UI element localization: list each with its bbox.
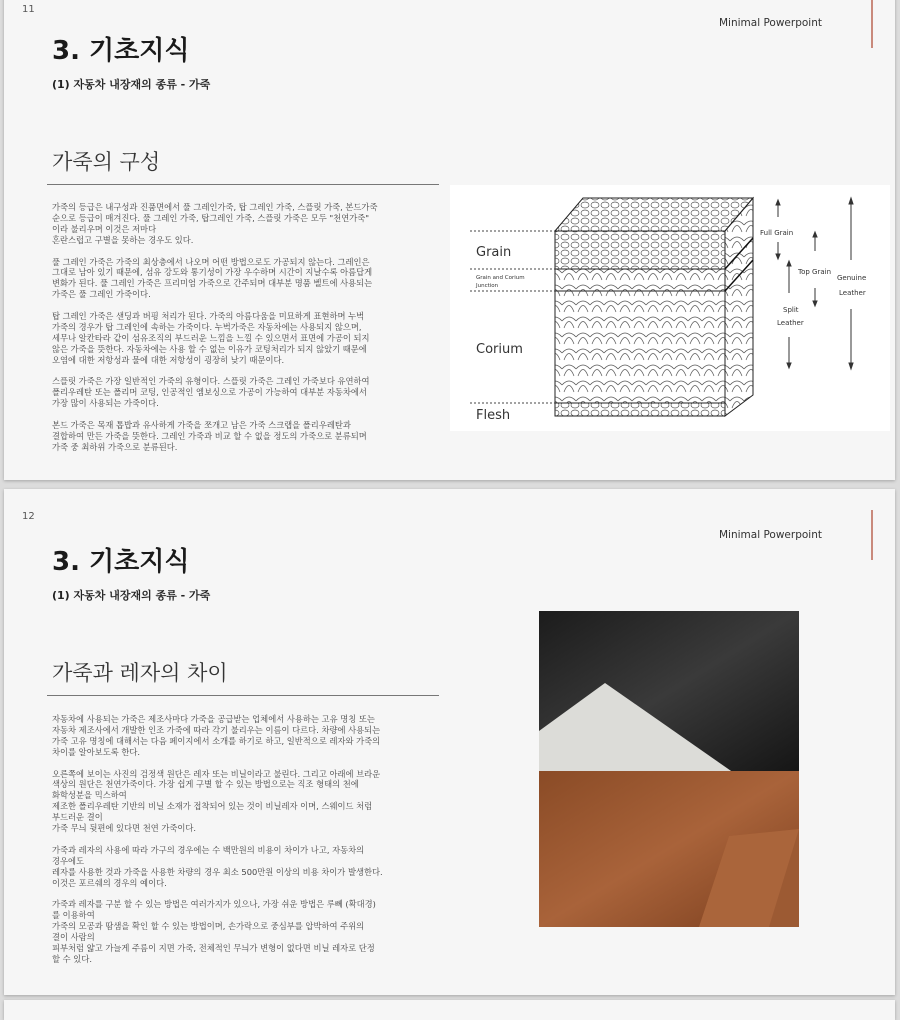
arrow-label: Leather: [777, 319, 804, 327]
paragraph: 가죽의 등급은 내구성과 진품면에서 풀 그레인가죽, 탑 그레인 가죽, 스플릿 가죽, 본드가죽 순으로 등급이 매겨진다. 풀 그레인 가죽, 탑그레인 가죽, 스플릿 가죽은 모두 "천연가죽" 이라 불리우며 이것은 저마다 혼란스럽고 구별을 못하는 경우도 있다.: [52, 202, 378, 245]
layer-label: Junction: [476, 283, 499, 289]
paragraph: 가죽과 레자를 구분 할 수 있는 방법은 여러가지가 있으나, 가장 쉬운 방법은 루뻬 (확대경) 를 이용하여 가죽의 모공과 땀샘을 확인 할 수 있는 방법이며, 손가락으로 중심부를 압박하여 주위의 결이 사람의 피부처럼 얇고 가늘게 주름이 지면 가죽, 전체적인 무늬가 변형이 없다면 비닐 레자로 단정 할 수 있다.: [52, 899, 376, 964]
slide-number: 11: [22, 4, 35, 15]
layer-label: Corium: [476, 342, 523, 357]
section-heading: 가죽의 구성: [52, 150, 161, 174]
accent-line: [871, 510, 873, 560]
slide-number: 12: [22, 511, 35, 522]
slide-13[interactable]: [4, 1000, 895, 1020]
slide-subtitle: (1) 자동차 내장재의 종류 - 가죽: [52, 589, 211, 602]
slide-title: 3. 기초지식: [52, 36, 190, 66]
paragraph: 스플릿 가죽은 가장 일반적인 가죽의 유형이다. 스플릿 가죽은 그레인 가죽보다 유연하여 폴리우레탄 또는 폴리머 코팅, 인공적인 엠보싱으로 가공이 가능하여 대부분 자동차에서 가장 많이 사용되는 가죽이다.: [52, 376, 370, 409]
arrow-label: Split: [783, 306, 799, 314]
divider: [47, 184, 439, 185]
section-heading: 가죽과 레자의 차이: [52, 661, 228, 685]
layer-label: Flesh: [476, 408, 511, 423]
divider: [47, 695, 439, 696]
arrow-label: Leather: [839, 289, 866, 297]
paragraph: 오른쪽에 보이는 사진의 검정색 원단은 레자 또는 비닐이라고 불린다. 그리고 아래에 브라운 색상의 원단은 천연가죽이다. 가장 쉽게 구별 할 수 있는 방법으로는 직조 형태의 천에 화학성분을 믹스하여 제조한 폴리우레탄 기반의 비닐 소재가 접착되어 있는 것이 비닐레자 이며, 스웨이드 처럼 부드러운 결이 가죽 무늬 뒷편에 있다면 천연 가죽이다.: [52, 768, 381, 834]
slide-subtitle: (1) 자동차 내장재의 종류 - 가죽: [52, 78, 211, 91]
arrow-label: Full Grain: [760, 229, 794, 237]
layer-label: Grain: [476, 245, 512, 260]
slide-12[interactable]: [4, 489, 895, 995]
paragraph: 풀 그레인 가죽은 가죽의 최상층에서 나오며 어떤 방법으로도 가공되지 않는다. 그레인은 그대로 남아 있기 때문에, 섬유 강도와 통기성이 가장 우수하며 시간이 지날수록 아름답게 변화가 된다. 풀 그레인 가죽은 프리미엄 가죽으로 간주되며 대부분 명품 벨트에 사용되는 가죽은 풀 그레인 가죽이다.: [52, 256, 373, 300]
paragraph: 탑 그레인 가죽은 샌딩과 버핑 처리가 된다. 가죽의 아름다움을 미묘하게 표현하며 누벅 가죽의 경우가 탑 그레인에 속하는 가죽이다. 누벅가죽은 자동차에는 사용되지 않으며, 세무나 알칸타라 같이 섬유조직의 부드러운 느낌을 느낄 수 있으면서 표면에 가공이 되지 않은 가죽을 뜻한다. 자동차에는 사용 할 수 없는 이유가 코팅처리가 되지 않았기 때문에 오염에 대한 저항성과 물에 대한 저항성이 굉장히 낮기 때문이다.: [52, 311, 370, 365]
layer-label: Grain and Corium: [476, 275, 525, 281]
accent-line: [871, 0, 873, 48]
body-text: [52, 202, 437, 464]
arrow-label: Top Grain: [798, 268, 832, 276]
body-text: [52, 714, 437, 976]
leather-vs-vinyl-photo: [539, 611, 799, 927]
paragraph: 본드 가죽은 목재 톱밥과 유사하게 가죽을 쪼개고 남은 가죽 스크랩을 폴리우레탄과 결합하여 만든 가죽을 뜻한다. 그레인 가죽과 비교 할 수 없을 정도의 가죽으로 분류되며 가죽 중 최하위 가죽으로 분류된다.: [52, 420, 367, 452]
leather-layer-diagram: [450, 185, 890, 431]
brand-label: Minimal Powerpoint: [719, 17, 822, 29]
slide-title: 3. 기초지식: [52, 547, 190, 577]
slide-11[interactable]: [4, 0, 895, 480]
paragraph: 가죽과 레자의 사용에 따라 가구의 경우에는 수 백만원의 비용이 차이가 나고, 자동차의 경우에도 레자를 사용한 것과 가죽을 사용한 차량의 경우 최소 500만원 이상의 비용 차이가 발생한다. 이것은 포르쉐의 경우의 예이다.: [52, 844, 383, 888]
brand-label: Minimal Powerpoint: [719, 529, 822, 541]
arrow-label: Genuine: [837, 274, 867, 282]
paragraph: 자동차에 사용되는 가죽은 제조사마다 가죽을 공급받는 업체에서 사용하는 고유 명칭 또는 자동차 제조사에서 개발한 인조 가죽에 따라 각기 불리우는 이름이 다르다. 차량에 사용되는 가죽 고유 명칭에 대해서는 다음 페이지에서 소개를 하기로 하고, 일반적으로 레자와 가죽의 차이를 알아보도록 한다.: [52, 714, 381, 757]
